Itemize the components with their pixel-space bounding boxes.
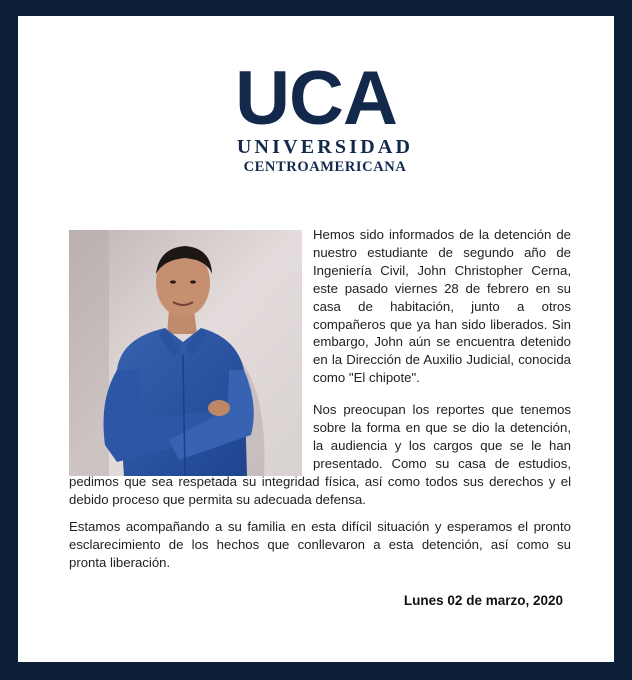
paragraph-2-line: presentado. Como su casa de estudios,	[313, 455, 571, 471]
uca-logo	[18, 56, 614, 176]
statement-card	[18, 16, 614, 662]
paragraph-2-line: la audiencia y los cargos que se le han	[313, 437, 571, 453]
logo-mark: UCA	[235, 56, 397, 141]
logo-university: UNIVERSIDAD	[236, 136, 414, 158]
paragraph-1: Hemos sido informados de la detención de nuestro estudiante de segundo año de Ingeniería Civil, John Christopher Cerna, este pasado viernes 28 de febrero en su casa de habitación, junto a otros compañeros que ya han sido liberados. Sin embargo, John aún se encuentra detenido en la Dirección de Auxilio Judicial, conocida como "El chipote".	[313, 227, 571, 386]
paragraph-3-line: pronta liberación.	[69, 554, 171, 570]
logo-centroamericana: CENTROAMERICANA	[243, 159, 407, 175]
statement-date: Lunes 02 de marzo, 2020	[403, 593, 563, 608]
paragraph-3-line: esclarecimiento de los hechos que conllevaron a esta detención, así como su	[69, 536, 571, 552]
paragraph-2-line: Nos preocupan los reportes que tenemos	[313, 402, 571, 417]
paragraph-2-line: debido proceso que permita su adecuada defensa.	[69, 491, 366, 507]
paragraph-3-line: Estamos acompañando a su familia en esta difícil situación y esperamos el pronto	[69, 519, 571, 534]
paragraph-2-line: sobre la forma en que se dio la detención,	[313, 419, 571, 435]
paragraph-2	[69, 401, 571, 508]
paragraph-2-line: pedimos que sea respetada su integridad física, así como todos sus derechos y el	[69, 473, 571, 489]
paragraph-3	[69, 518, 571, 572]
